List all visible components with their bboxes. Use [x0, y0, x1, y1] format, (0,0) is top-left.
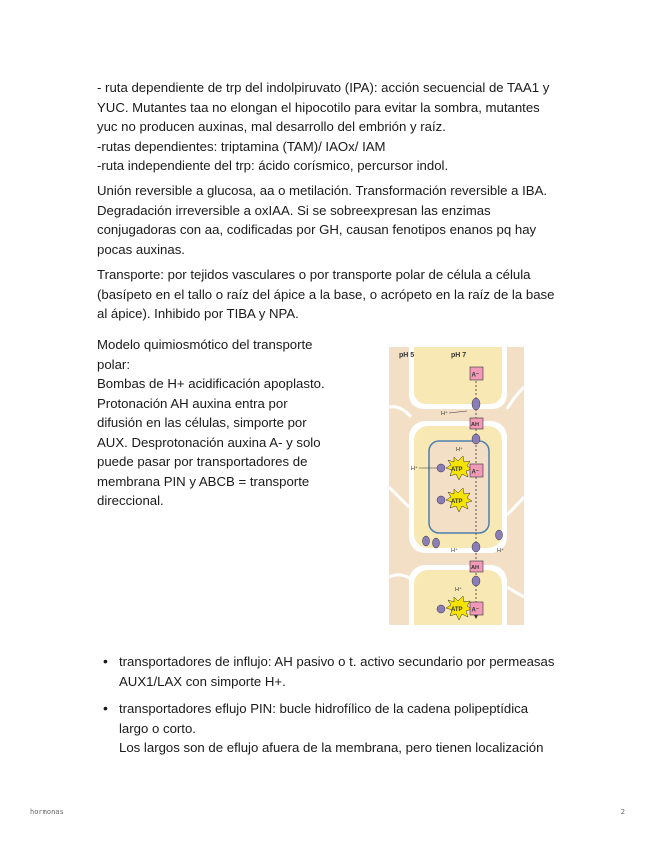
text-line: AUX1/LAX con simporte H+.	[119, 673, 286, 689]
text-line: • transportadores de influjo: AH pasivo o t. activo secundario por permeasas	[119, 654, 555, 669]
chemiosmotic-transport-figure	[389, 347, 524, 625]
pin-transporter	[433, 538, 440, 548]
paragraph-transporte	[97, 265, 577, 324]
text-line: Degradación irreversible a oxIAA. Si se sobreexpresan las enzimas	[97, 202, 491, 218]
text-line: yuc no producen auxinas, mal desarrollo del embrión y raíz.	[97, 119, 446, 134]
proton-pump	[437, 605, 445, 613]
ph-outside-label: pH 5	[399, 352, 415, 359]
pin-transporter	[472, 398, 480, 410]
text-line: al ápice). Inhibido por TIBA y NPA.	[97, 306, 299, 321]
text-line: conjugadoras con aa, codificadas por GH, causan fenotipos enanos pq hay	[97, 222, 537, 237]
text-line: direccional.	[97, 493, 164, 508]
text-line: • transportadores eflujo PIN: bucle hidrofílico de la cadena polipeptídica	[119, 701, 529, 716]
text-line: Bombas de H+ acidificación apoplasto.	[97, 376, 325, 391]
bullet-influx	[97, 652, 597, 691]
text-line: pocas auxinas.	[97, 241, 185, 257]
text-line: Los largos son de eflujo afuera de la membrana, pero tienen localización	[119, 740, 544, 755]
text-line: polar:	[97, 356, 130, 372]
proton-pump	[437, 464, 445, 472]
text-line: Unión reversible a glucosa, aa o metilación. Transformación reversible a IBA.	[97, 183, 548, 198]
text-line: -ruta independiente del trp: ácido corísmico, percursor indol.	[97, 158, 449, 173]
text-line: difusión en las células, simporte por	[97, 415, 307, 430]
proton-label: H⁺	[411, 466, 418, 472]
paragraph-ipa	[97, 78, 577, 176]
proton-label: H⁺	[441, 411, 448, 417]
bullet-efflux	[97, 699, 597, 758]
atp-label: ATP	[451, 467, 463, 473]
atp-label: ATP	[451, 607, 463, 613]
text-line: AUX. Desprotonación auxina A- y solo	[97, 434, 321, 450]
proton-label: H⁺	[497, 548, 504, 554]
anion-label: A⁻	[471, 469, 479, 476]
text-line: membrana PIN y ABCB = transporte	[97, 473, 310, 489]
proton-pump	[437, 496, 445, 504]
text-line: Modelo quimiosmótico del transporte	[97, 337, 313, 352]
footer-title: hormonas	[30, 808, 64, 816]
vacuole	[429, 441, 489, 533]
proton-label: H⁺	[456, 447, 463, 453]
page-number: 2	[620, 808, 625, 816]
text-line: (basípeto en el tallo o raíz del ápice a la base, o acrópeto en la raíz de la base	[97, 286, 555, 302]
atp-label: ATP	[451, 499, 463, 505]
text-line: -rutas dependientes: triptamina (TAM)/ IAOx/ IAM	[97, 138, 386, 154]
text-line: YUC. Mutantes taa no elongan el hipocotilo para evitar la sombra, mutantes	[97, 99, 540, 115]
paragraph-union	[97, 181, 577, 259]
pin-transporter	[472, 542, 480, 552]
aux1-transporter	[472, 576, 480, 586]
proton-label: H⁺	[455, 587, 462, 593]
acid-label: AH	[471, 565, 479, 571]
transporter-bullet-list	[97, 652, 597, 766]
proton-label: H⁺	[451, 548, 458, 554]
pin-transporter	[423, 536, 430, 546]
text-line: - ruta dependiente de trp del indolpiruvato (IPA): acción secuencial de TAA1 y	[97, 80, 550, 95]
acid-label: AH	[471, 422, 479, 428]
anion-label: A⁻	[471, 372, 479, 379]
aux1-transporter	[472, 434, 480, 444]
text-line: Transporte: por tejidos vasculares o por transporte polar de célula a célula	[97, 267, 531, 282]
text-line: largo o corto.	[119, 720, 196, 736]
pin-transporter	[496, 530, 503, 540]
ph-inside-label: pH 7	[451, 352, 467, 359]
text-line: puede pasar por transportadores de	[97, 454, 308, 469]
anion-label: A⁻	[471, 607, 479, 614]
text-line: Protonación AH auxina entra por	[97, 395, 288, 411]
